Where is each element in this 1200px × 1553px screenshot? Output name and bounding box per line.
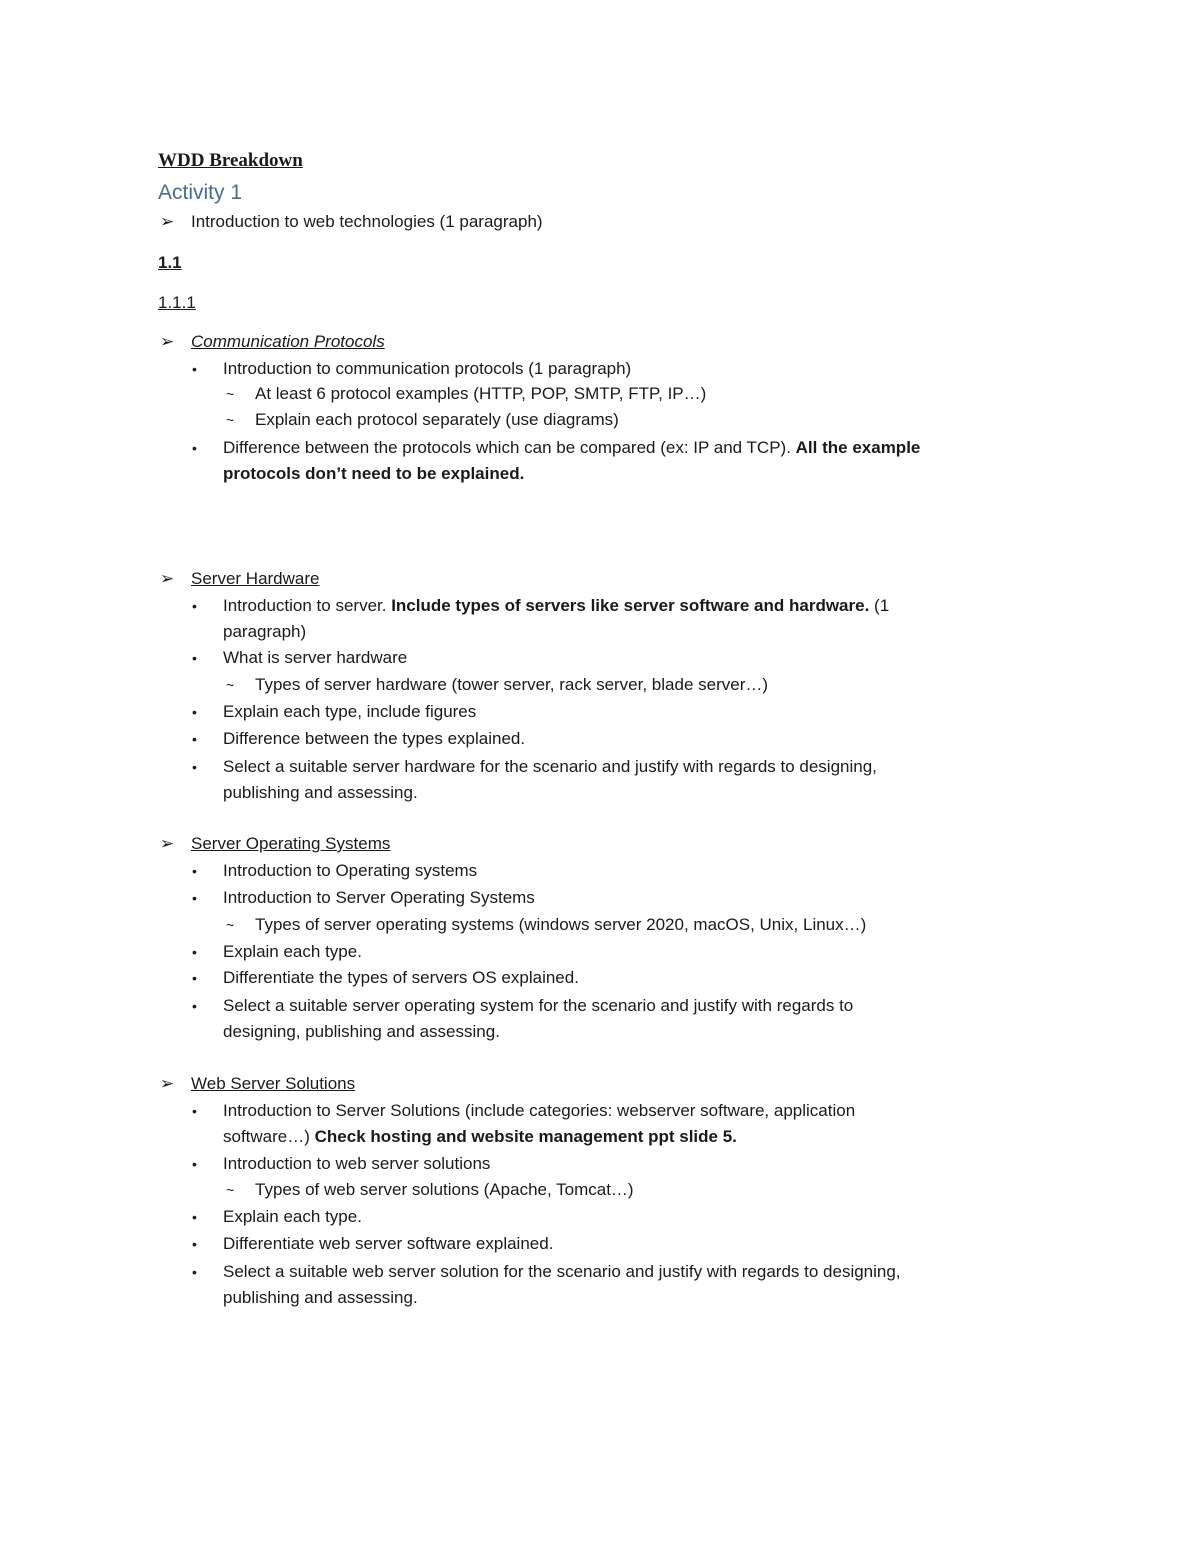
list-item: Introduction to communication protocols (1 paragraph) xyxy=(223,359,632,378)
arrow-bullet-icon: ➢ xyxy=(160,332,175,351)
intro-item: Introduction to web technologies (1 paragraph) xyxy=(191,212,543,231)
list-item-bold-text: Include types of servers like server software and hardware. xyxy=(391,596,870,615)
list-item-continuation: publishing and assessing. xyxy=(223,1288,418,1307)
communication-protocols-heading: Communication Protocols xyxy=(191,332,385,351)
list-item: What is server hardware xyxy=(223,648,408,667)
arrow-bullet-icon: ➢ xyxy=(160,569,175,588)
bullet-icon: • xyxy=(192,998,197,1014)
list-item-text: Difference between the protocols which can be compared (ex: IP and TCP). xyxy=(223,438,796,457)
list-item: Explain each type, include figures xyxy=(223,702,477,721)
list-item-text: software…) xyxy=(223,1127,315,1146)
bullet-icon: • xyxy=(192,704,197,720)
tilde-bullet-icon: ~ xyxy=(226,412,235,428)
list-item-bold-text: All the example xyxy=(795,438,921,457)
tilde-bullet-icon: ~ xyxy=(226,677,235,693)
list-item-continuation: publishing and assessing. xyxy=(223,783,418,802)
bullet-icon: • xyxy=(192,361,197,377)
bullet-icon: • xyxy=(192,1156,197,1172)
list-item-text: Introduction to server. xyxy=(223,596,392,615)
bullet-icon: • xyxy=(192,863,197,879)
bullet-icon: • xyxy=(192,1264,197,1280)
list-item-bold-text: protocols don’t need to be explained. xyxy=(223,464,525,483)
document-title: WDD Breakdown xyxy=(158,150,303,171)
arrow-bullet-icon: ➢ xyxy=(160,212,175,231)
bullet-icon: • xyxy=(192,1103,197,1119)
bullet-icon: • xyxy=(192,1209,197,1225)
list-item: Difference between the types explained. xyxy=(223,729,526,748)
list-item-continuation: designing, publishing and assessing. xyxy=(223,1022,500,1041)
list-item: Explain each type. xyxy=(223,1207,362,1226)
list-item-bold-text: Check hosting and website management ppt slide 5. xyxy=(314,1127,737,1146)
list-item-text: (1 xyxy=(869,596,890,615)
arrow-bullet-icon: ➢ xyxy=(160,1074,175,1093)
sub-list-item: Explain each protocol separately (use diagrams) xyxy=(255,410,619,429)
list-item xyxy=(223,595,889,617)
bullet-icon: • xyxy=(192,759,197,775)
server-os-heading: Server Operating Systems xyxy=(191,834,391,853)
list-item: Introduction to Server Operating Systems xyxy=(223,888,535,907)
list-item xyxy=(223,437,920,459)
sub-list-item: Types of server hardware (tower server, rack server, blade server…) xyxy=(255,675,769,694)
list-item: Select a suitable server operating system for the scenario and justify with regards to xyxy=(223,996,854,1015)
sub-list-item: At least 6 protocol examples (HTTP, POP, SMTP, FTP, IP…) xyxy=(255,384,707,403)
list-item: Differentiate the types of servers OS explained. xyxy=(223,968,579,987)
list-item-continuation xyxy=(223,463,524,485)
tilde-bullet-icon: ~ xyxy=(226,917,235,933)
bullet-icon: • xyxy=(192,890,197,906)
list-item: Select a suitable web server solution for the scenario and justify with regards to designing, xyxy=(223,1262,901,1281)
bullet-icon: • xyxy=(192,731,197,747)
list-item: Differentiate web server software explained. xyxy=(223,1234,554,1253)
bullet-icon: • xyxy=(192,944,197,960)
arrow-bullet-icon: ➢ xyxy=(160,834,175,853)
list-item-continuation: paragraph) xyxy=(223,622,307,641)
web-server-solutions-heading: Web Server Solutions xyxy=(191,1074,356,1093)
server-hardware-heading: Server Hardware xyxy=(191,569,320,588)
list-item: Introduction to Server Solutions (include categories: webserver software, application xyxy=(223,1101,856,1120)
list-item: Introduction to web server solutions xyxy=(223,1154,491,1173)
sub-list-item: Types of web server solutions (Apache, Tomcat…) xyxy=(255,1180,634,1199)
subsection-number: 1.1.1 xyxy=(158,293,196,312)
bullet-icon: • xyxy=(192,1236,197,1252)
bullet-icon: • xyxy=(192,970,197,986)
list-item: Select a suitable server hardware for the scenario and justify with regards to designing, xyxy=(223,757,877,776)
list-item: Introduction to Operating systems xyxy=(223,861,478,880)
tilde-bullet-icon: ~ xyxy=(226,386,235,402)
list-item: Explain each type. xyxy=(223,942,362,961)
sub-list-item: Types of server operating systems (windows server 2020, macOS, Unix, Linux…) xyxy=(255,915,867,934)
bullet-icon: • xyxy=(192,650,197,666)
tilde-bullet-icon: ~ xyxy=(226,1182,235,1198)
section-number: 1.1 xyxy=(158,253,182,272)
bullet-icon: • xyxy=(192,440,197,456)
bullet-icon: • xyxy=(192,598,197,614)
list-item-continuation xyxy=(223,1126,737,1148)
activity-heading: Activity 1 xyxy=(158,181,243,204)
